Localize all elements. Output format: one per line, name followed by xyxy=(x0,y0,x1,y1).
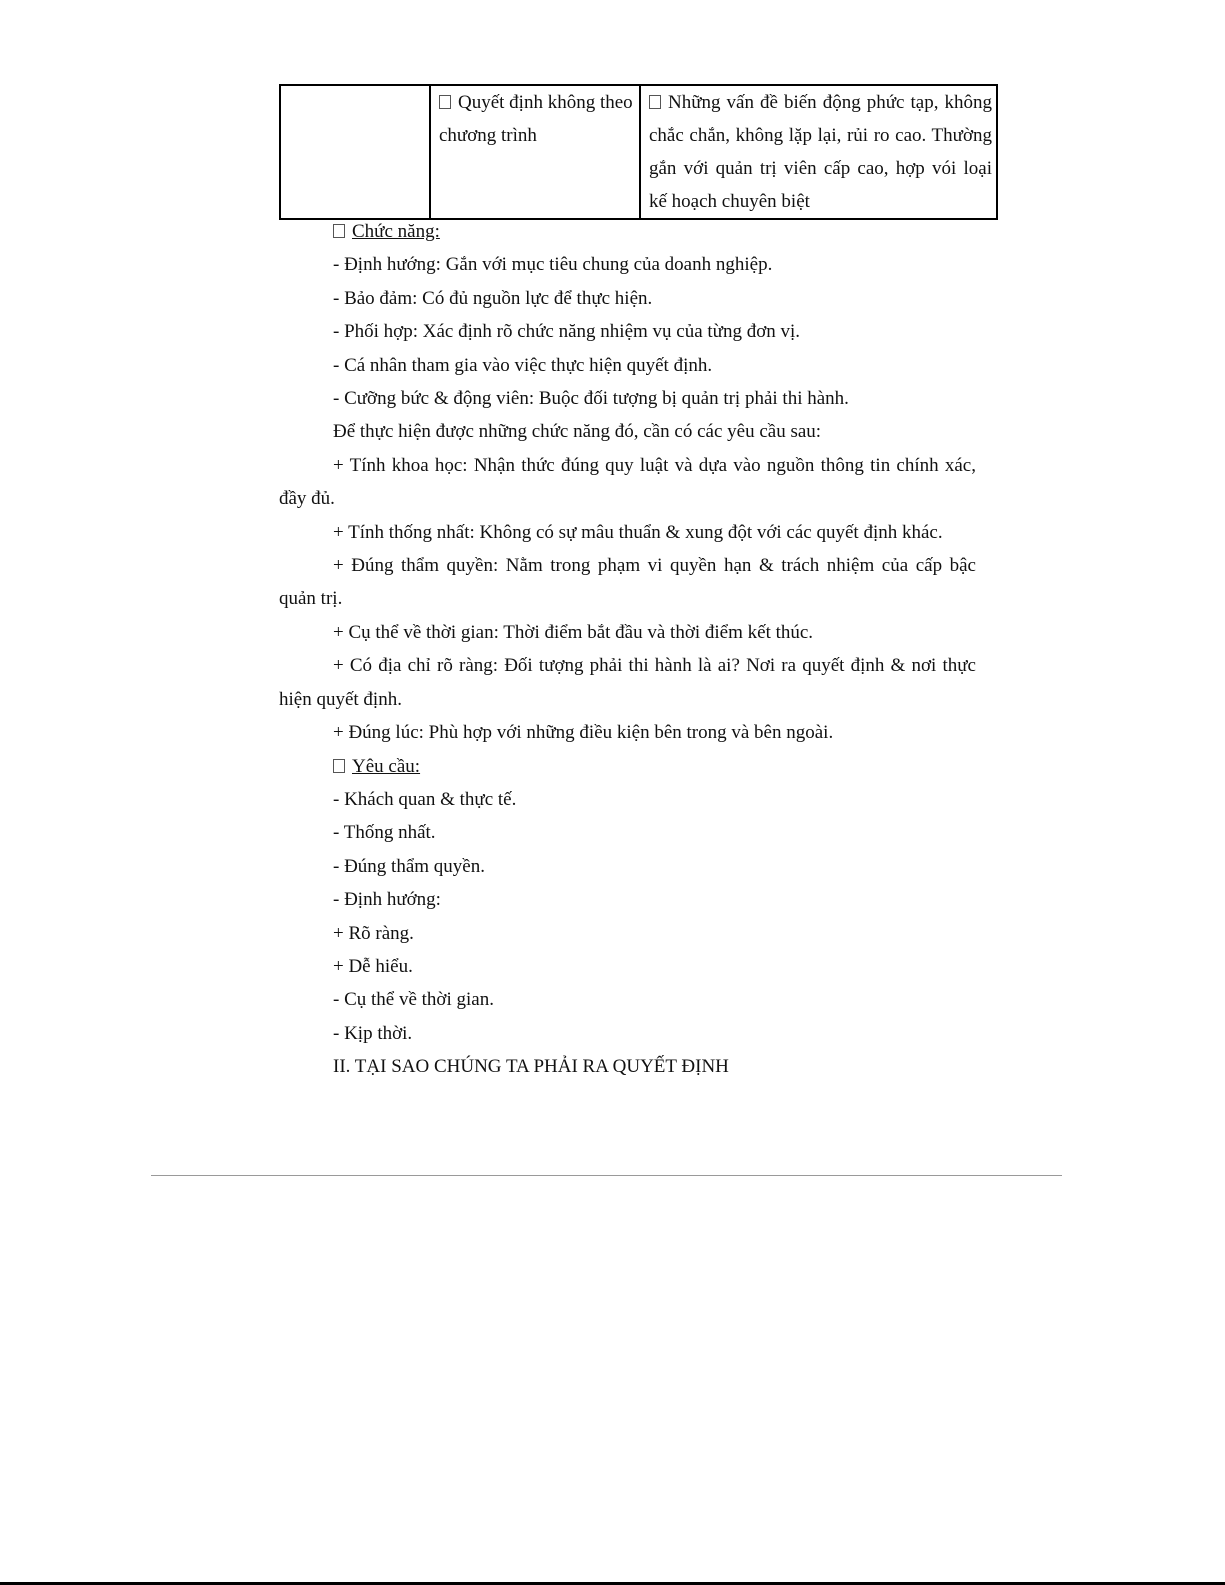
table-cell-description xyxy=(640,85,997,219)
list-item: - Khách quan & thực tế. xyxy=(333,788,517,810)
description-text: Những vấn đề biến động phức tạp, không chắc chắn, không lặp lại, rủi ro cao. Thường gắn với quản trị viên cấp cao, hợp vói loại kế hoạch chuyên biệt xyxy=(649,92,992,212)
requirement-item-continuation: hiện quyết định. xyxy=(279,688,402,710)
table-row xyxy=(280,85,997,219)
list-item: - Cưỡng bức & động viên: Buộc đối tượng bị quản trị phải thi hành. xyxy=(333,388,849,410)
next-section-heading: II. TẠI SAO CHÚNG TA PHẢI RA QUYẾT ĐỊNH xyxy=(333,1056,729,1078)
list-item: - Cụ thể về thời gian. xyxy=(333,989,494,1011)
checkbox-icon xyxy=(649,95,661,109)
section-heading-yeu-cau xyxy=(279,750,976,783)
table-cell-empty xyxy=(280,85,430,219)
list-item: - Phối hợp: Xác định rõ chức năng nhiệm vụ của từng đơn vị. xyxy=(333,321,801,343)
requirement-item-line: + Tính khoa học: Nhận thức đúng quy luật và dựa vào nguồn thông tin chính xác, xyxy=(333,454,976,476)
table-cell-decision-type xyxy=(430,85,640,219)
decision-table xyxy=(279,84,998,220)
list-item: - Bảo đảm: Có đủ nguồn lực để thực hiện. xyxy=(333,287,653,309)
list-item: - Định hướng: Gắn với mục tiêu chung của doanh nghiệp. xyxy=(333,254,773,276)
list-item: + Rõ ràng. xyxy=(333,922,414,944)
checkbox-icon xyxy=(439,95,451,109)
checkbox-icon xyxy=(333,759,345,773)
section-heading-text: Yêu cầu: xyxy=(352,755,421,777)
requirement-item-continuation: đầy đủ. xyxy=(279,488,335,510)
requirement-item-continuation: quản trị. xyxy=(279,588,343,610)
decision-type-text: Quyết định không theo chương trình xyxy=(439,92,633,146)
requirement-item-line: + Đúng lúc: Phù hợp với những điều kiện bên trong và bên ngoài. xyxy=(333,722,834,744)
checkbox-icon xyxy=(333,224,345,238)
requirement-item-line: + Cụ thể về thời gian: Thời điểm bắt đầu và thời điểm kết thúc. xyxy=(333,621,814,643)
list-item: - Định hướng: xyxy=(333,889,441,911)
list-item: - Thống nhất. xyxy=(333,822,436,844)
requirement-item-line: + Đúng thẩm quyền: Nằm trong phạm vi quyền hạn & trách nhiệm của cấp bậc xyxy=(333,555,976,577)
list-item: - Cá nhân tham gia vào việc thực hiện quyết định. xyxy=(333,354,713,376)
page-break-divider xyxy=(151,1175,1062,1176)
section-heading-chuc-nang xyxy=(279,215,976,248)
requirement-item-line: + Tính thống nhất: Không có sự mâu thuẩn & xung đột với các quyết định khác. xyxy=(333,521,943,543)
list-item: + Dễ hiểu. xyxy=(333,955,413,977)
requirements-intro: Để thực hiện được những chức năng đó, cần có các yêu cầu sau: xyxy=(333,421,822,443)
list-item: - Đúng thẩm quyền. xyxy=(333,855,485,877)
section-heading-text: Chức năng: xyxy=(352,221,440,242)
list-item: - Kịp thời. xyxy=(333,1022,413,1044)
requirement-item-line: + Có địa chỉ rõ ràng: Đối tượng phải thi hành là ai? Nơi ra quyết định & nơi thực xyxy=(333,655,976,677)
document-body xyxy=(279,215,976,1084)
